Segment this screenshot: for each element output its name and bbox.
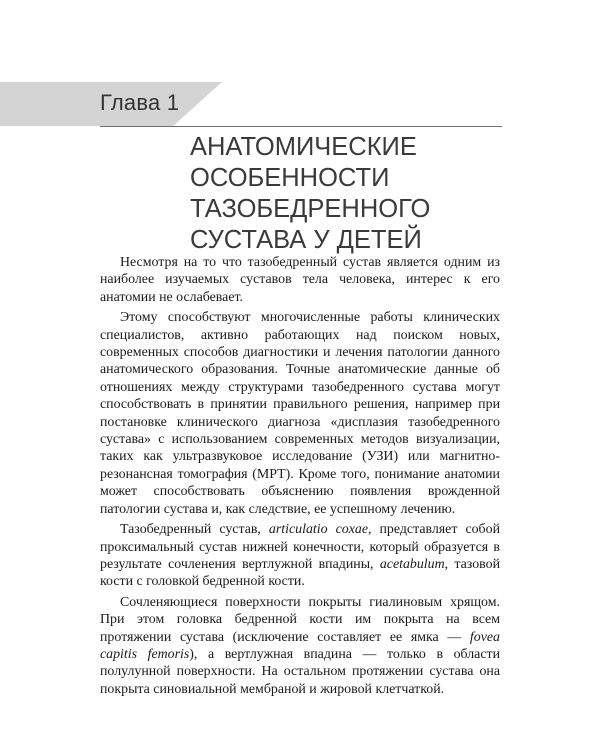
paragraph: Несмотря на то что тазобедренный сустав является одним из наиболее изучаемых суставов тела человека, интерес к его анатомии не ослабевает. bbox=[100, 255, 500, 305]
paragraph-text: , представляет собой проксимальный сустав нижней конечности, который образуется в результате сочленения вертлужной впадины, bbox=[100, 522, 500, 572]
paragraph-text: Тазобедренный сустав, bbox=[120, 522, 269, 538]
chapter-title bbox=[190, 132, 510, 256]
latin-term: articulatio coxae bbox=[268, 522, 368, 538]
chapter-title-line: ОСОБЕННОСТИ bbox=[190, 164, 390, 192]
chapter-label: Глава 1 bbox=[100, 90, 180, 115]
paragraph bbox=[100, 594, 500, 698]
chapter-title-line: ТАЗОБЕДРЕННОГО bbox=[190, 195, 431, 223]
latin-term: acetabulum bbox=[379, 556, 445, 572]
paragraph: Этому способствуют многочисленные работы клинических специалистов, активно работающих над поиском новых, современных способов диагностики и лечения патологии данного анатомического образования. Точные анатомические данные об отношениях между структурами тазобедренного сустава могут способствовать в принятии правильного решения, например при постановке клинического диагноза «дисплазия тазобедренного сустава» с использованием современных методов визуализации, таких как ультразвуковое исследование (УЗИ) или магнитно-резонансная томография (МРТ). Кроме того, понимание анатомии может способствовать объяснению появления врожденной патологии сустава и, как следствие, ее успешному лечению. bbox=[100, 310, 500, 517]
chapter-divider bbox=[100, 126, 502, 127]
body-text bbox=[100, 254, 500, 701]
paragraph-text: Сочленяющиеся поверхности покрыты гиалиновым хрящом. При этом головка бедренной кости им покрыта на всем протяжении сустава (исключение составляет ее ямка — bbox=[100, 594, 500, 645]
chapter-title-line: СУСТАВА У ДЕТЕЙ bbox=[190, 226, 422, 254]
paragraph-text: , тазовой кости с головкой бедренной кости. bbox=[100, 556, 501, 590]
paragraph-text: ), а вертлужная впадина — только в области полулунной поверхности. На остальном протяжении сустава она покрыта синовиальной мембраной и жировой клетчаткой. bbox=[100, 646, 501, 697]
latin-term: fovea capitis femoris bbox=[100, 629, 500, 662]
paragraph bbox=[100, 521, 500, 591]
chapter-title-line: АНАТОМИЧЕСКИЕ bbox=[190, 133, 417, 161]
